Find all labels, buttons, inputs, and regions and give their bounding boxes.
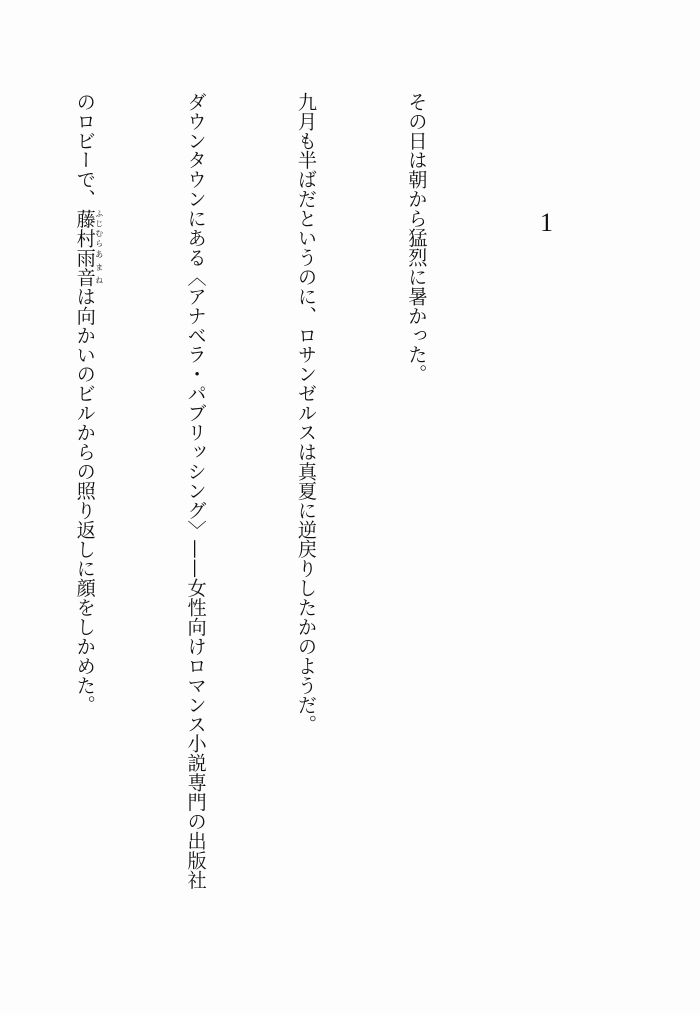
ruby-fujimura: 藤村ふじむら: [73, 208, 104, 248]
body-text: [0, 92, 508, 952]
chapter-number: 1: [540, 208, 553, 237]
text-line: その日は朝から猛烈に暑かった。: [405, 92, 429, 384]
text-line: ダウンタウンにある〈アナベラ・パブリッシング〉——女性向けロマンス小説専門の出版社: [184, 92, 208, 890]
text-line: [66, 92, 103, 952]
text-line: 九月も半ばだというのに、ロサンゼルスは真夏に逆戻りしたかのようだ。: [295, 92, 319, 734]
ruby-amane: 雨音あまね: [73, 247, 104, 287]
text-fragment: のロビーで、: [73, 92, 97, 209]
text-fragment: は向かいのビルからの照り返しに顔をしかめた。: [73, 286, 97, 715]
